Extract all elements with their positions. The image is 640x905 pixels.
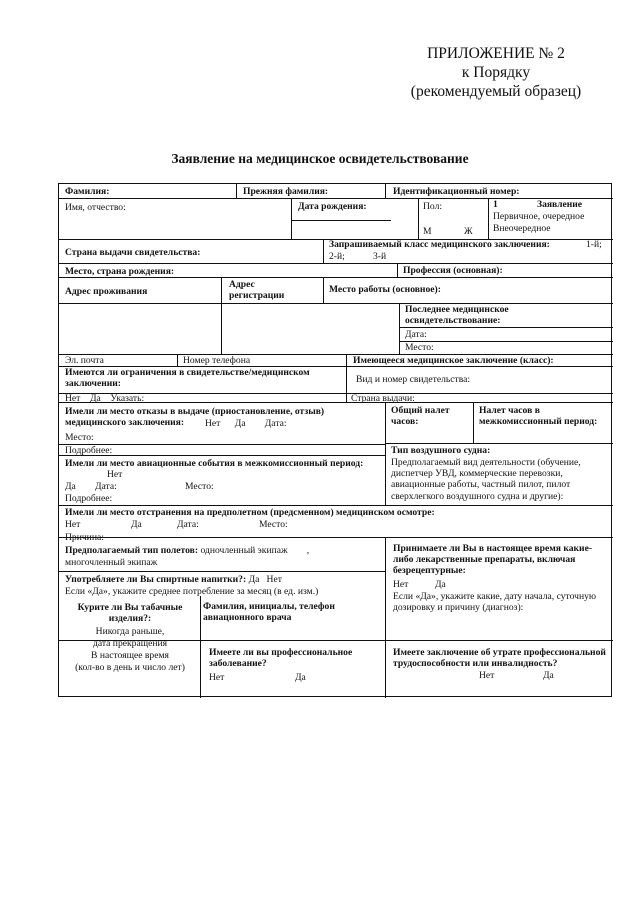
disability-question: Имеете заключение об утрате профессиональной трудоспособности или инвалидность? [393, 647, 606, 670]
aircraft-type-label: Тип воздушного судна: [391, 445, 491, 456]
existing-class-label: Имеющееся медицинское заключение (класс): [353, 355, 554, 366]
col-divider [488, 198, 489, 239]
refusal-details: Подробнее: [65, 445, 113, 456]
occupational-no: Нет [209, 672, 225, 683]
class-3: 3-й [373, 251, 387, 262]
event-details: Подробнее: [65, 493, 113, 504]
col-divider [200, 596, 201, 698]
email-label: Эл. почта [65, 355, 104, 366]
col-divider [221, 277, 222, 354]
event-question: Имели ли место авиационные события в межкомиссионный период: [65, 458, 364, 469]
col-divider [418, 198, 419, 239]
flight-type-multi: многочленный экипаж [65, 557, 158, 568]
col-divider [323, 239, 324, 263]
row-divider [59, 303, 613, 304]
hours-since-last: Налет часов в межкомиссионный период: [479, 405, 598, 428]
col-divider [177, 354, 178, 366]
suspension-date: Дата: [177, 519, 199, 530]
application-label: Заявление [537, 199, 583, 210]
suspension-yes: Да [131, 519, 142, 530]
alcohol-question: Употребляете ли Вы спиртные напитки?: [65, 574, 247, 585]
document-title: Заявление на медицинское освидетельствование [171, 151, 469, 166]
cert-type-label: Вид и номер свидетельства: [356, 374, 471, 385]
address-label: Адрес проживания [65, 286, 148, 297]
last-exam-label-2: освидетельствование: [405, 315, 501, 326]
suspension-place: Место: [259, 519, 288, 530]
smoke-now: В настоящее время [91, 650, 169, 661]
row-divider [399, 327, 613, 328]
medication-no: Нет [393, 579, 409, 590]
col-divider [346, 366, 347, 402]
profession-label: Профессия (основная): [403, 265, 503, 276]
prev-surname-label: Прежняя фамилия: [243, 186, 329, 197]
col-divider [346, 354, 347, 366]
last-exam-label-1: Последнее медицинское [405, 304, 509, 315]
row-divider [291, 220, 391, 221]
suspension-question: Имели ли место отстранения на предполетном (предсменном) медицинском осмотре: [65, 507, 435, 518]
name-label: Имя, отчество: [65, 202, 126, 213]
registration-label-2: регистрации [229, 290, 285, 301]
alcohol [65, 574, 282, 585]
col-divider [236, 184, 237, 198]
flight-type-label: Предполагаемый тип полетов: [65, 545, 199, 556]
alcohol-details: Если «Да», укажите среднее потребление за месяц (в ед. изм.) [65, 586, 319, 597]
birth-place-label: Место, страна рождения: [65, 266, 175, 277]
col-divider [385, 184, 386, 198]
col-divider [473, 402, 474, 443]
requested-class-label: Запрашиваемый класс медицинского заключения: [329, 239, 550, 250]
disability-yes: Да [543, 670, 554, 681]
appendix-note: (рекомендуемый образец) [410, 83, 582, 100]
medication-details: Если «Да», укажите какие, дату начала, суточную дозировку и причину (диагноз): [393, 591, 597, 614]
refusal-place: Место: [65, 432, 94, 443]
event-no: Нет [107, 469, 123, 480]
col-divider [397, 263, 398, 277]
flight-type-single: одночленный экипаж , [200, 545, 310, 556]
id-number-label: Идентификационный номер: [393, 186, 520, 197]
application-number: 1 [493, 199, 498, 210]
row-divider [59, 263, 613, 264]
cert-issue-country: Страна выдачи: [351, 393, 415, 404]
phone-label: Номер телефона [183, 355, 251, 366]
application-extraordinary: Внеочередное [493, 223, 551, 234]
sex-male: М [423, 226, 432, 237]
restrictions-label: Имеются ли ограничения в свидетельстве/медицинском заключении: [65, 367, 310, 390]
cert-country-label: Страна выдачи свидетельства: [65, 247, 201, 258]
smoke-question: Курите ли Вы табачные изделия?: [77, 602, 183, 625]
class-2: 2-й; [329, 251, 345, 262]
medication-yes: Да [435, 579, 446, 590]
last-exam-place: Место: [405, 342, 434, 353]
row-divider [59, 571, 385, 572]
suspension-no: Нет [65, 519, 81, 530]
sex-female: Ж [464, 226, 473, 237]
doctor-label: Фамилия, инициалы, телефон авиационного врача [203, 601, 335, 624]
activity-type: Предполагаемый вид деятельности (обучение, диспетчер УВД, коммерческие перевозки, авиационные работы, частный пилот, пилот сверхлегкого воздушного судна и другие): [391, 457, 581, 502]
occupational-yes: Да [295, 672, 306, 683]
row-divider [59, 505, 613, 506]
restriction-answers: Нет Да Указать: [65, 393, 145, 404]
sex-label: Пол: [423, 201, 443, 212]
suspension-reason: Причина: [65, 532, 104, 543]
col-divider [385, 402, 386, 505]
col-divider [291, 198, 292, 239]
refusal-question: Имели ли место отказы в выдаче (приостановление, отзыв) медицинского заключения: [65, 406, 325, 429]
event-yes-date: Да Дата: [65, 481, 117, 492]
row-divider [59, 537, 613, 538]
appendix-header [386, 44, 606, 101]
event-place: Место: [185, 481, 214, 492]
occupational-question: Имеете ли вы профессиональное заболевание? [209, 647, 353, 670]
col-divider [323, 277, 324, 303]
application-primary: Первичное, очередное [493, 211, 585, 222]
class-1: 1-й; [586, 239, 602, 250]
smoke-never: Никогда раньше, [95, 626, 165, 637]
smoke-stop: дата прекращения [92, 638, 168, 649]
appendix-reference: к Порядку [461, 64, 531, 81]
col-divider [385, 537, 386, 698]
col-divider [399, 303, 400, 354]
disability-no: Нет [479, 670, 495, 681]
refusal-answers: Нет Да Дата: [205, 418, 287, 429]
registration-label-1: Адрес [229, 279, 255, 290]
alcohol-answers: Да Нет [248, 574, 282, 585]
row-divider [59, 198, 613, 199]
row-divider [385, 443, 613, 444]
surname-label: Фамилия: [65, 186, 110, 197]
workplace-label: Место работы (основное): [329, 284, 441, 295]
medication-question: Принимаете ли Вы в настоящее время какие-либо лекарственные препараты, включая безрецептурные: [393, 543, 593, 577]
total-flight-hours: Общий налет часов: [391, 405, 450, 428]
birth-date-label: Дата рождения: [298, 201, 367, 212]
smoke-count: (кол-во в день и число лет) [75, 662, 185, 673]
flight-type [65, 545, 309, 556]
last-exam-date: Дата: [405, 329, 427, 340]
application-form [58, 183, 612, 697]
appendix-number: ПРИЛОЖЕНИЕ № 2 [427, 45, 565, 62]
